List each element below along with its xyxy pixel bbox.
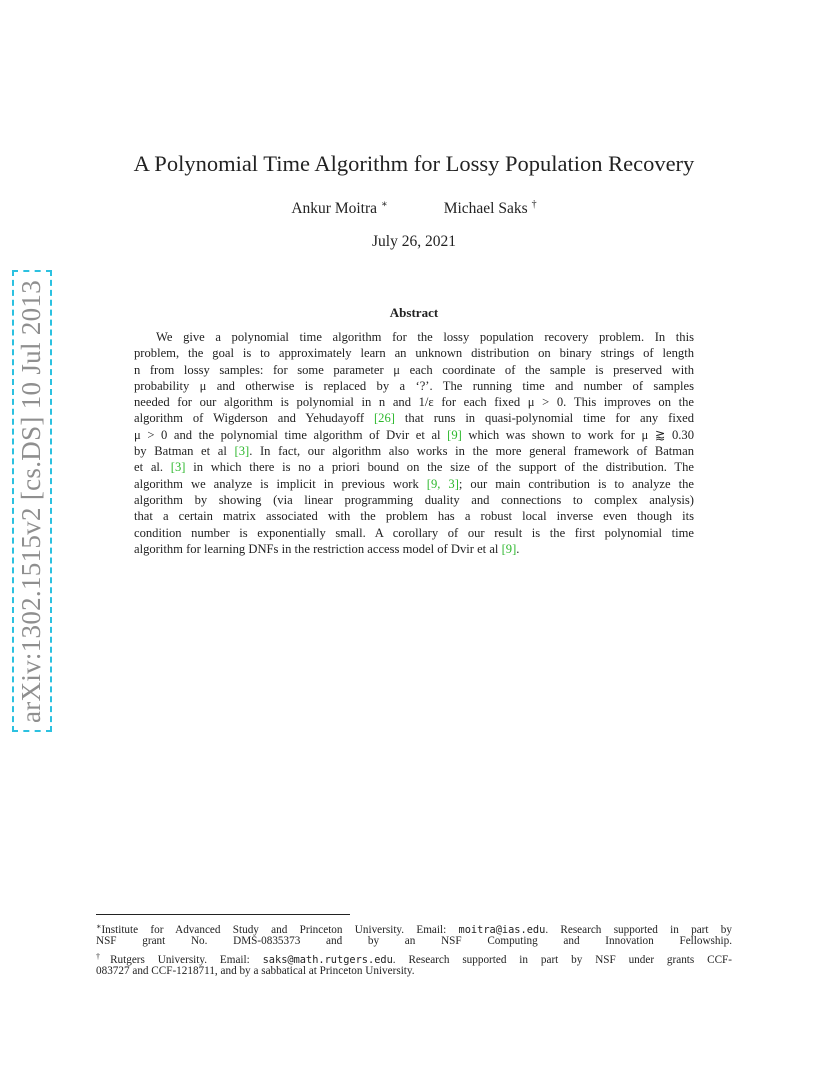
abstract-line bbox=[134, 525, 694, 541]
text-span: that runs in quasi-polynomial time for any fixed bbox=[394, 411, 694, 426]
text-span: problem, the goal is to approximately learn an unknown distribution on binary strings of length bbox=[134, 346, 694, 361]
author-footnote-mark[interactable]: ∗ bbox=[381, 199, 388, 210]
abstract-line bbox=[134, 378, 694, 394]
footnotes bbox=[96, 919, 732, 979]
abstract-line bbox=[134, 541, 694, 557]
citation-link[interactable]: [3] bbox=[170, 460, 186, 475]
text-span: . bbox=[516, 541, 520, 556]
abstract-line bbox=[134, 427, 694, 443]
text-span: algorithm for learning DNFs in the restriction access model of Dvir et al bbox=[134, 541, 502, 556]
abstract-line bbox=[134, 476, 694, 492]
text-span: 083727 and CCF-1218711, and by a sabbatical at Princeton University. bbox=[96, 965, 415, 977]
abstract-line bbox=[134, 459, 694, 475]
text-span: in which there is no a priori bound on the size of the support of the distribution. The bbox=[185, 460, 694, 475]
text-span: et al. bbox=[134, 460, 171, 475]
author-name: Michael Saks bbox=[443, 200, 528, 217]
abstract-line bbox=[134, 508, 694, 524]
abstract-line bbox=[134, 394, 694, 410]
paper-title: A Polynomial Time Algorithm for Lossy Population Recovery bbox=[133, 151, 695, 176]
footnote-mark: ∗ bbox=[96, 922, 102, 931]
citation-link[interactable]: [9] bbox=[447, 427, 462, 442]
footnote-line bbox=[96, 964, 732, 979]
text-span: needed for our algorithm is polynomial in n and 1/ε for each fixed μ > 0. This improves on the bbox=[134, 395, 694, 410]
text-span: by Batman et al bbox=[134, 444, 235, 459]
email-address[interactable]: saks@math.rutgers.edu bbox=[262, 954, 393, 966]
text-span: Rutgers University. Email: bbox=[110, 954, 263, 966]
abstract-line bbox=[134, 329, 694, 345]
citation-link[interactable]: [9, 3] bbox=[426, 476, 459, 491]
author-footnote-mark[interactable]: † bbox=[531, 199, 537, 210]
text-span: probability μ and otherwise is replaced by a ‘?’. The running time and number of samples bbox=[134, 378, 694, 393]
abstract-body bbox=[134, 329, 694, 557]
text-span: μ > 0 and the polynomial time algorithm of Dvir et al bbox=[134, 427, 448, 442]
author-saks bbox=[444, 199, 537, 218]
abstract-line bbox=[134, 443, 694, 459]
text-span: condition number is exponentially small. A corollary of our result is the first polynomial time bbox=[134, 525, 694, 540]
text-span: algorithm by showing (via linear programming duality and connections to complex analysis) bbox=[134, 492, 694, 507]
arxiv-stamp-text: arXiv:1302.1515v2 [cs.DS] 10 Jul 2013 bbox=[16, 279, 47, 723]
citation-link[interactable]: [26] bbox=[373, 411, 395, 426]
text-span: algorithm we analyze is implicit in previous work bbox=[134, 476, 427, 491]
author-name: Ankur Moitra bbox=[291, 200, 378, 217]
abstract-heading: Abstract bbox=[389, 305, 439, 320]
text-span: NSF grant No. DMS-0835373 and by an NSF Computing and Innovation Fellowship. bbox=[96, 935, 732, 947]
abstract-line bbox=[134, 410, 694, 426]
arxiv-side-stamp[interactable] bbox=[12, 270, 52, 732]
footnote-divider bbox=[96, 914, 350, 915]
author-list bbox=[96, 199, 732, 218]
footnote-line bbox=[96, 934, 732, 949]
author-moitra bbox=[291, 199, 387, 218]
paper-date: July 26, 2021 bbox=[372, 233, 456, 250]
text-span: n from lossy samples: for some parameter μ each coordinate of the sample is preserved with bbox=[134, 362, 694, 377]
abstract-line bbox=[134, 362, 694, 378]
text-span: algorithm of Wigderson and Yehudayoff bbox=[134, 411, 374, 426]
text-span: that a certain matrix associated with the problem has a robust local inverse even though its bbox=[134, 509, 694, 524]
text-span: . Research supported in part by bbox=[545, 924, 732, 936]
text-span: . In fact, our algorithm also works in the more general framework of Batman bbox=[249, 444, 694, 459]
text-span: We give a polynomial time algorithm for the lossy population recovery problem. In this bbox=[156, 330, 694, 344]
footnote-line bbox=[96, 949, 732, 964]
footnote-line bbox=[96, 919, 732, 934]
citation-link[interactable]: [9] bbox=[501, 541, 517, 556]
email-address[interactable]: moitra@ias.edu bbox=[458, 924, 546, 936]
footnote-mark: † bbox=[96, 952, 111, 961]
text-span: Institute for Advanced Study and Princeton University. Email: bbox=[101, 924, 459, 936]
text-span: ; our main contribution is to analyze the bbox=[458, 476, 694, 491]
abstract-line bbox=[134, 492, 694, 508]
citation-link[interactable]: [3] bbox=[234, 444, 250, 459]
text-span: . Research supported in part by NSF under grants CCF- bbox=[392, 954, 733, 966]
text-span: which was shown to work for μ ⪆ 0.30 bbox=[461, 427, 694, 442]
abstract-line bbox=[134, 345, 694, 361]
